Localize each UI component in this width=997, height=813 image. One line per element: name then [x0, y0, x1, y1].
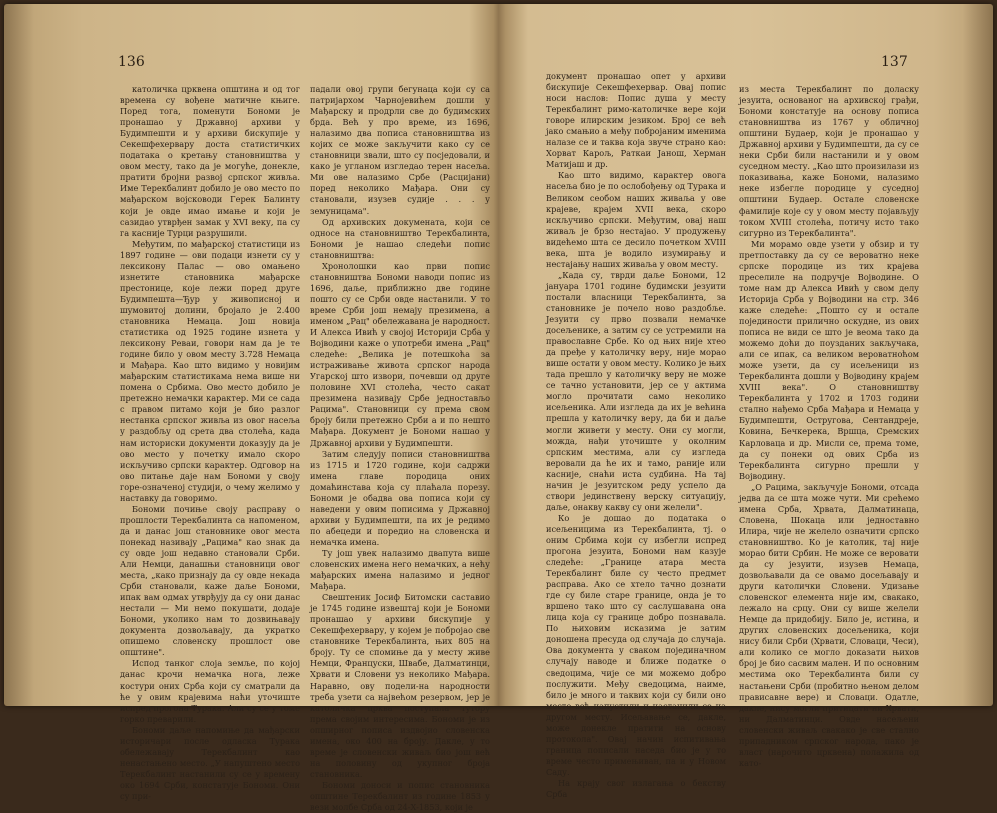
paragraph: На крају свог излагања о бекству Срба: [546, 778, 726, 800]
page-number-left: 136: [118, 54, 145, 70]
paragraph: Као што видимо, карактер овога насеља био је по ослобођењу од Турака и Великом сеобом наших живаља у ове крајеве, крајем XVII века, скоро искључиво српски. Међутим, овај наш живаљ је брзо нестајао. У продужењу видећемо шта се десило почетком XVIII века, шта је водило изумирању и нестајању наших живаља у овом месту.: [546, 170, 727, 269]
left-column-1: [120, 84, 300, 801]
paragraph: Међутим, по мађарској статистици из 1897 године — ови подаци изнети су у лексикону Палас — ово омањено изнетите становника мађарске престонице, које лежи поред друге Будимпешта—Ђур у живописној и шумовитој долини, бројало је 2.400 становника Немаца. Још новија статистика од 1925 године изнета у лексикону Реваи, говори нам да је те године било у овом месту 3.728 Немаца и Мађара. Као што видимо у новијим мађарским статистикама нема више ни помена о Србима. Ово место добило је претежно немачки карактер. Ми се сада с правом питамо који је био разлог нестанка српског живља из овог насеља у раздобљу од срета два столећа, када нам историски документи доказују да је ово место у почетку имало скоро искључиво српски карактер. Одговор на ово питање даје нам Бономи у своју горе-означеној студији, о чему желимо у наставку да говоримо.: [120, 238, 300, 503]
paragraph: Испод танког слоја земље, по којој данас крочи немачка нога, леже костури оних Срба који су сматрали да ће у овим крајевима наћи уточиште испред прогона Турака. Али су се у томе горко преварили.: [120, 658, 300, 724]
right-column-2: [739, 84, 919, 768]
paragraph: из места Терекбалинт по доласку језуита, основаног на архивској грађи, Бономи констатује на основу пописа становништва из 1767 у обличној општини Будаер, који је пронашао у Државној архиви у Будимпешти, да су се неки Срби били настанили и у овом суседном месту. „Као што произилази из показивања, каже Бономи, налазимо неке избегле породице у суседној општини Будаер. Остале словенске фамилије које су у овом месту појављују током XVIII столећа, потичу исто тако сигурно из Терекбалинта".: [739, 84, 919, 238]
paragraph: Ту још увек налазимо двапута више словенских имена него немачких, а нећу мађарских имена налазимо и једног Мађара.: [310, 547, 490, 592]
paragraph: падали овој групи бегунаца који су са патријархом Чарнојевићем дошли у Мађарску и продрли све до будимских брда. Већ у про време, из 1696, налазимо два пописа становништва из којих се може закључити како су се становници звали, што су посједовали, и како је угланом изгледао терен насеља. Ми ове налазимо Србе (Расцијани) поред неколико Мађара. Они су становали, изузев судије . . . у земуницама".: [310, 84, 490, 216]
paragraph: Бономи даље напомиње да мађарски историчари после одласка Турака обележавају Терекбалинт као ненастањено место. „У напуштено место Терекбалинт настанили су се у времену око 1694 Срби, констатује Бономи. Они су при-: [120, 724, 300, 801]
right-column-1: [546, 71, 727, 800]
paragraph: Хронолошки као први попис становништва Бономи наводи попис из 1696, даље, приближно две године пошто су се Срби овде настанили. У то време Срби још немају презимена, а именом „Рац" обележавана је народност. И Алекса Ивић у својој Историји Срба у Војводини каже о употреби имена „Рац" следеће: „Велика је потешкоћа за истраживање живота српског народа Угарској што извори, почевши од друге половине XVI столећа, често сакат презимена називају Србе једностављо Рацима". Становници су према свом броју били претежно Срби а и по нешто Мађара. Документ је Бономи нашао у Државној архиви у Будимпешти.: [310, 260, 490, 448]
paragraph: католичка црквена општина и од тог времена су вођене матичне књиге. Поред тога, поменути Бономи је пронашао у Државној архиви у Будимпешти и у архиви бискупије у Секешфехервару доста статистичких података о кретању становништва у овом месту, тако да је могуће, донекле, пратити бројни развој српског живља. Име Терекбалинт добило је ово место по мађарском војсководи Герек Балинту који је овде имао имање и који је сазидао утврђен замак у XVI веку, па су га касније Турци разрушили.: [120, 84, 300, 238]
right-page: [499, 4, 993, 800]
page-number-right: 137: [881, 54, 908, 70]
paragraph: Затим следују пописи становништва из 1715 и 1720 године, који садржи имена главе породица оних домаћинстава која су плаћала порезу. Бономи је обадва ова пописа који су наведени у овим пописима у Државној архиви у Будимпешти, па их је редимо по абецеди и поредио на словенска и немачка имена.: [310, 448, 490, 547]
paragraph: Ко је дошао до података о исељеницима из Терекбалинта, тј. о оним Србима који су избегли испред прогона језуита, Бономи нам казује следеће: „Границе атара места Терекбалинт биле су често предмет расправа. Ако се хтело тачно дознати где су биле старе границе, онда је то вршено тако што су саслушавана она лица која су границе добро познавала. По њиховим исказима је затим доношена пресуда од случаја до случаја. Ова документа у сваком појединачном случају наводе и ближе податке о сведоцима, чије се ми можемо добро послужити. Међу сведоцима, наиме, било је много и таквих који су били оно место већ напустили и настанили се на другом месту. Исељавање се, дакле, може донекле пратити на основу протокола". Овај начин испитивања граница пописали наседа био је у то време често примењиван, па и у Новом Саду.: [546, 512, 726, 777]
left-column-2: [310, 84, 490, 813]
paragraph: Бономи почиње своју расправу о прошлости Терекбалинта са напоменом, да и данас још становнике овог места понекад називају „Рацима" као знак да су овде још недавно становали Срби. Али Немци, данашњи становници овог места, „како признају да су овде некада Срби становали, каже даље Бономи, ипак вам одмах утврђују да су они данас нестали — Ми немо покушати, додаје Бономи, уколико нам то дозвињавају документа дозвољавају, да укратко опишемо словенску прошлост ове општине".: [120, 503, 300, 658]
paragraph: Од архивских докумената, који се односе на становништво Терекбалинта, Бономи је нашао следећи попис становништва:: [310, 216, 490, 260]
paragraph: Свештеник Јосиф Битомски саставио је 1745 године извештај који је Бономи пронашао у архиви бискупије у Секешфехервару, у којем је побројао све становнике Терекбалинта, њих 805 на броју. Ту се спомиње да у месту живе Немци, Француски, Швабе, Далматинци, Хрвати и Словени уз неколико Мађара. Наравно, ову подели-на народности треба узети са највећом резервом, јер је католичка црква поступала тутору према својим интересима. Бономи је из опширног пописа издвојио словенска имена, око 400 на броју. Дакле, у то време је словенски живаљ био још већ на половину од укупног броја становника.: [310, 592, 490, 779]
paragraph: „О Рацима, закључује Бономи, отсада једва да се шта може чути. Ми срећемо имена Срба, Хрвата, Далматинаца, Словена, Шокаца или једноставно Илира, чије не желело означити српско становништво. Ко је католик, тај није морао бити Србин. Не може се веровати да су језуити, изузев Немаца, дозвољавали да се овамо досељавају и други католички Словени. Удизање словенског елемента није им, свакако, лежало на срцу. Они су више желели Немце да придобију. Било је, истина, и других словенских досељеника, који нису били Срби (Хрвати, Словаци, Чеси), али колико се могло доказати њихов број је био сасвим мален. И по основним местима око Терекбалинта били су настањени Срби (пробитно њеном делом прависавне вере) и Словаци. Одатле, дакле, нису могли притицати ни Хрвати, ни Далматинци. Овде насељени словенски живаљ свакако је све стално припадником српског народа, пако је власт (нарочито црквена) полажила од като-: [739, 481, 919, 768]
left-page: [4, 4, 498, 813]
book-spread: [4, 4, 993, 813]
paragraph: „Када су, тврди даље Бономи, 12 јануара 1701 године будимски језуити постали власници Терекбалинта, за становнике је почело ново раздобље. Језуити су прво позвали немачке досељенике, а затим су се устремили на православне Србе. Ко од њих није хтео да пређе у католичку веру, није морао више остати у овом месту. Колико је њих тада прешло у католичку веру не може се тачно установити, јер се у актима могло прочитати само неколико исељеника. Али изгледа да их је већина прешла у католичку веру, да би и даље могли живети у месту. Они су могли, можда, нађи уточиште у околним српским местима, али су изгледа веровали да ће их и тамо, раније или касније, снаћи иста судбина. На тај начин је језуитском реду успело да створи јединствену верску ситуацију, даље, онакву какву су они желели".: [546, 269, 726, 512]
paragraph: Ми морамо овде узети у обзир и ту претпоставку да су се вероватно неке српске породице из тих крајева преселиле на подручје Војводине. О томе нам др Алекса Ивић у свом делу Историја Срба у Војводини на стр. 346 каже следеће: „Пошто су и остале појединости прилично оскудне, из ових пописа не види се што је веома тако да можемо доћи до поузданих закључака, али се ипак, са великом вероватноћом може узети, да су исељеници из Терекбалинта дошли у Војводину крајем XVIII века". О становништву Терекбалинта у 1702 и 1703 години стално нађемо Срба Мађара и Немаца у Будимпешти, Остругова, Сентандреје, Ковина, Бечкерека, Вршца, Сремских Карловаца и др. Мисли се, према томе, да су понеки од ових Срба из Терекбалинта сигурно прешли у Војводину.: [739, 238, 919, 481]
paragraph: документ пронашао опет у архиви бискупије Секешфехервар. Овај попис носи наслов: Попис душа у месту Терекбалинт римо-католичке вере који говоре илирским језиком. Број се већ јако смањио а међу побројаним именима налазе се и таква која звуче страно као: Хорват Карољ, Раткаи Јанош, Херман Матијаш и др.: [546, 71, 726, 170]
paragraph: Бономи доноси и попис становника општине Терекбалинт из године 1853 у вези молбе Срба од 24-X-1853, који је: [310, 779, 490, 813]
